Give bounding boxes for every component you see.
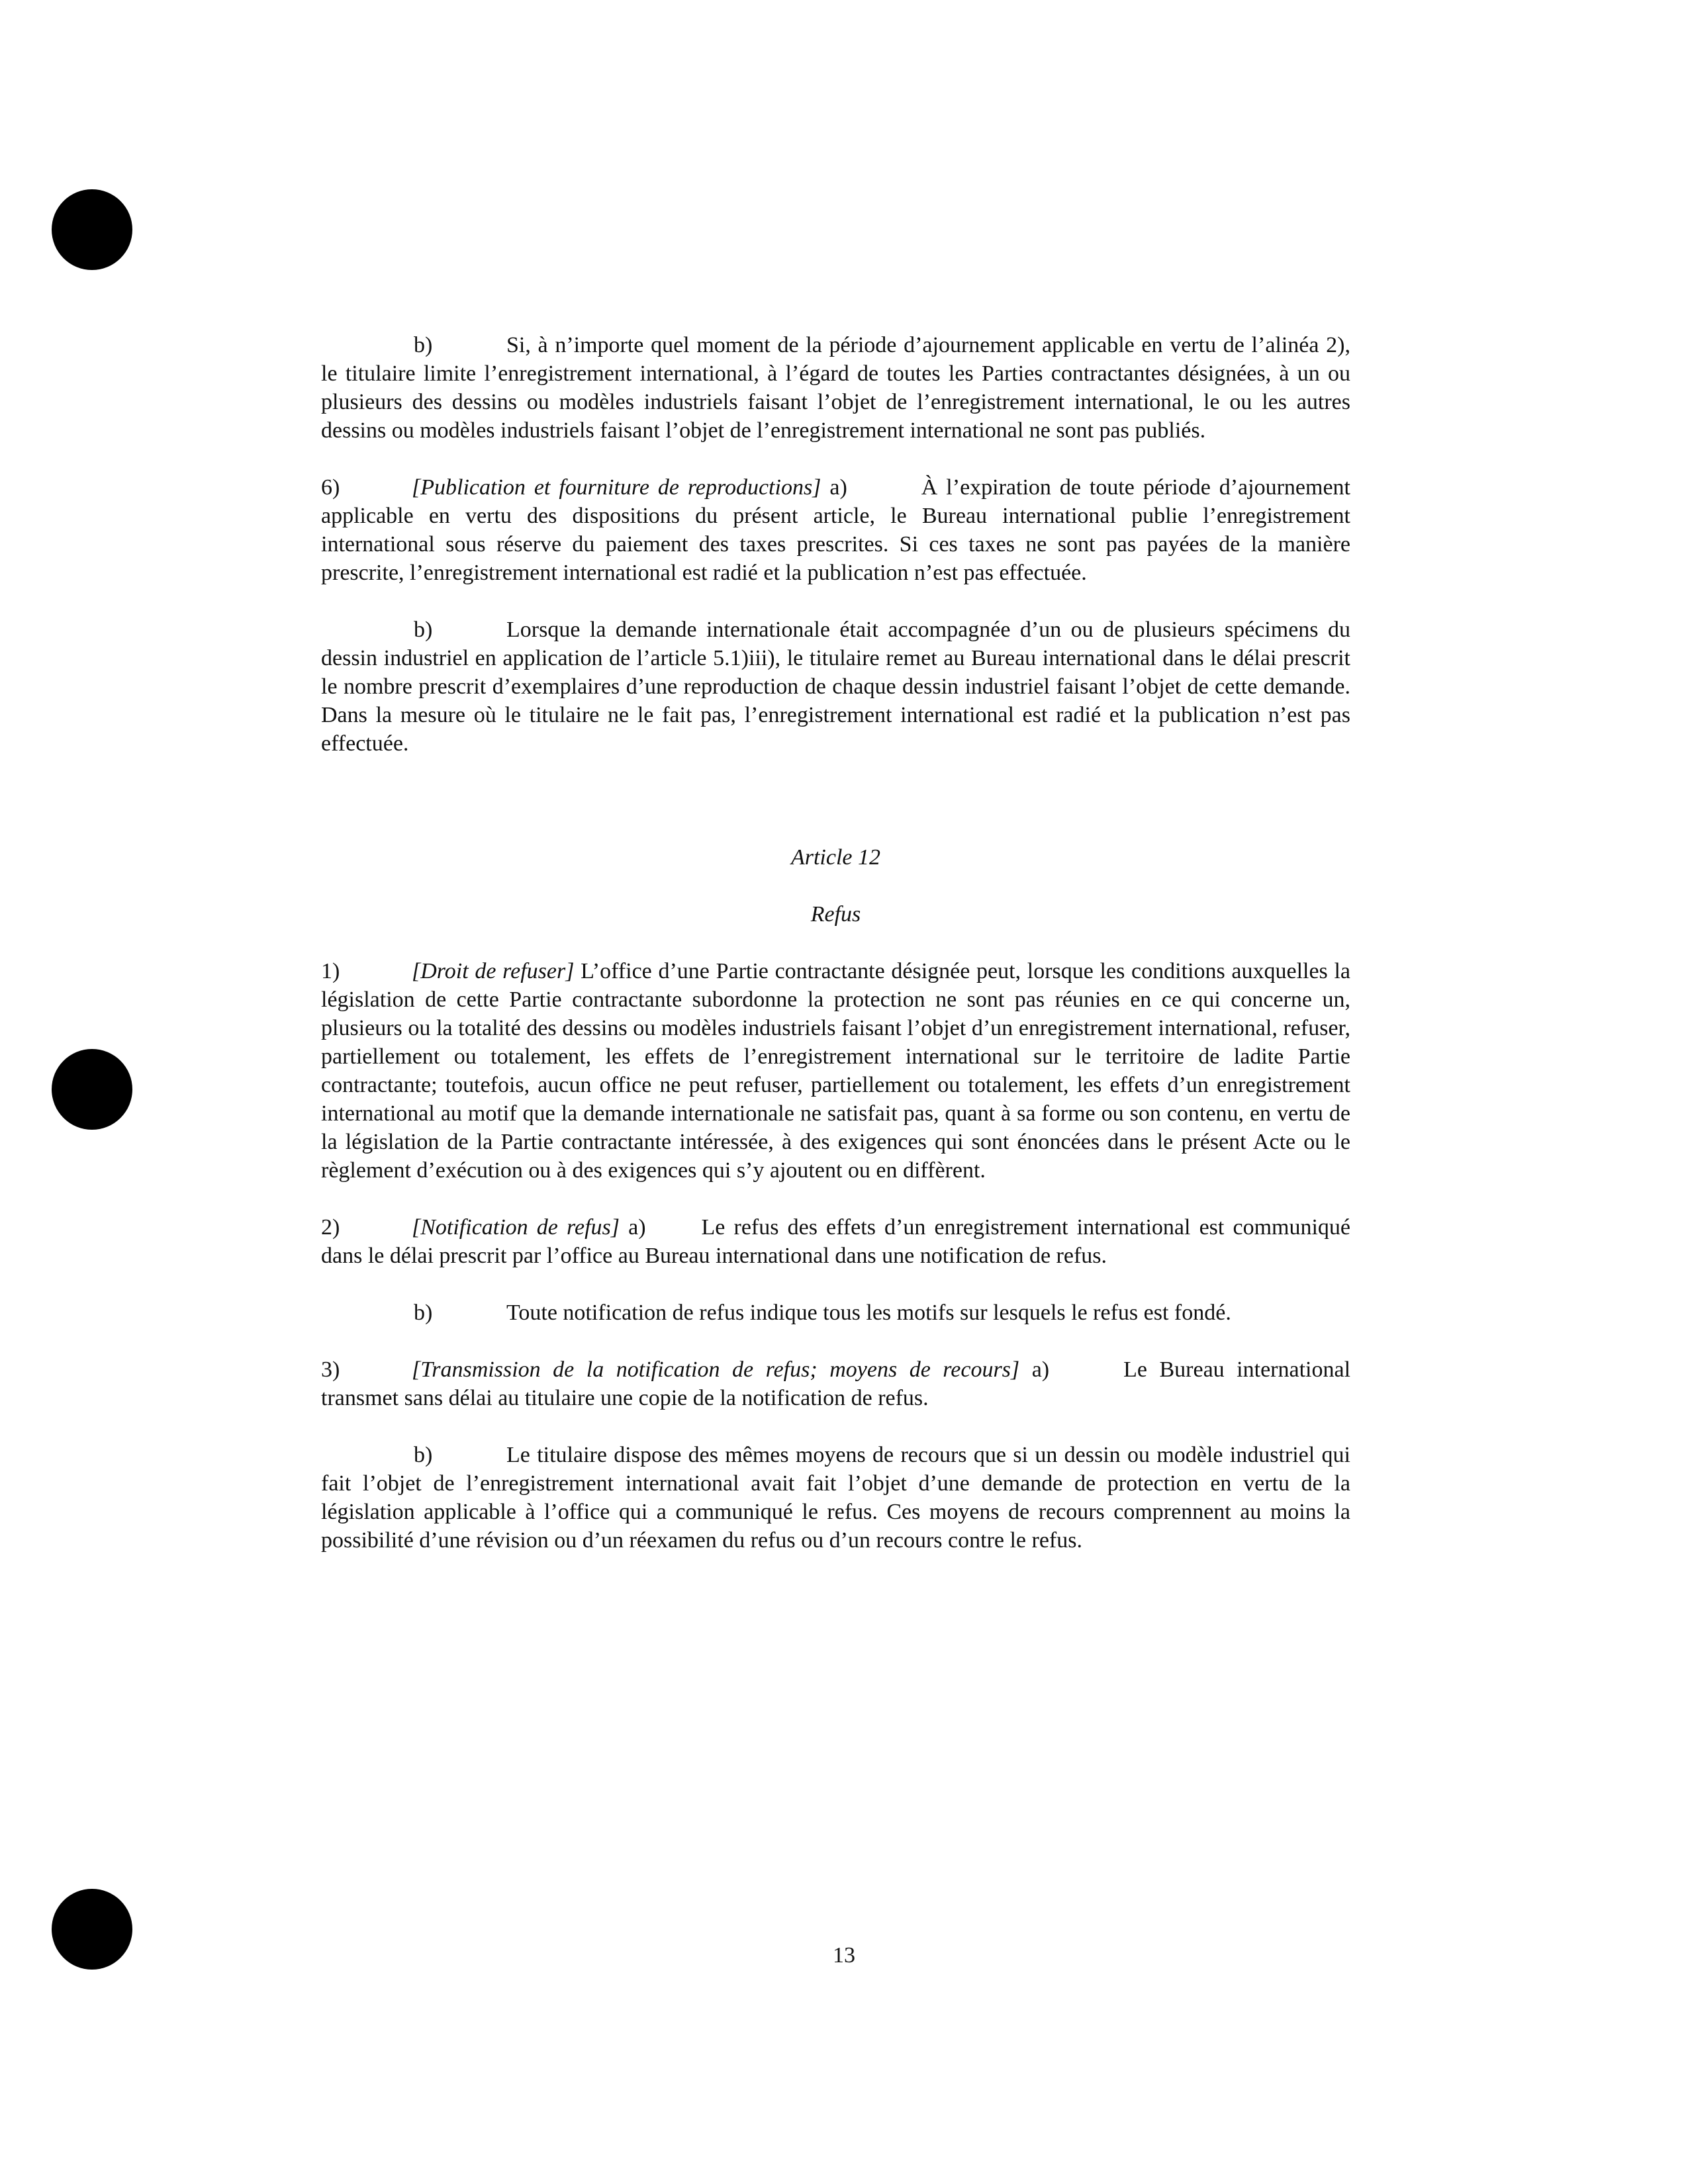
paragraph-6a: [321, 473, 1350, 587]
paragraph-12-1: [321, 957, 1350, 1185]
punch-hole-top: [52, 189, 132, 270]
paragraph-number: 1): [321, 959, 340, 983]
paragraph-text: Le titulaire dispose des mêmes moyens de recours que si un dessin ou modèle industriel qui fait l’objet de l’enregistrement international avait fait l’objet d’une demande de protection en vertu de la législation applicable à l’office qui a communiqué le refus. Ces moyens de recours comprennent au moins la possibilité d’une révision ou d’un réexamen du refus ou d’un recours contre le refus.: [321, 1443, 1350, 1553]
paragraph-number: 3): [321, 1357, 340, 1382]
paragraph-12-2a: [321, 1213, 1350, 1270]
paragraph-12-3a: [321, 1355, 1350, 1412]
document-body: [321, 331, 1350, 1555]
paragraph-lead: b): [414, 1443, 433, 1467]
paragraph-heading: [Notification de refus]: [412, 1215, 620, 1240]
paragraph-heading: [Transmission de la notification de refus; moyens de recours]: [412, 1357, 1020, 1382]
paragraph-lead: b): [414, 1300, 433, 1325]
paragraph-lead: a): [628, 1215, 646, 1240]
paragraph-text: L’office d’une Partie contractante désignée peut, lorsque les conditions auxquelles la législation de cette Partie contractante subordonne la protection ne sont pas réunies en ce qui concerne un, plusieurs ou la totalité des dessins ou modèles industriels faisant l’objet d’un enregistrement international, refuser, partiellement ou totalement, les effets de l’enregistrement international sur le territoire de ladite Partie contractante; toutefois, aucun office ne peut refuser, partiellement ou totalement, les effets d’un enregistrement international au motif que la demande internationale ne satisfait pas, quant à sa forme ou son contenu, en vertu de la législation de la Partie contractante intéressée, à des exigences qui sont énoncées dans le présent Acte ou le règlement d’exécution ou à des exigences qui s’y ajoutent ou en diffèrent.: [321, 959, 1351, 1183]
paragraph-6b: [321, 615, 1350, 758]
page-number: 13: [833, 1943, 855, 1968]
paragraph-lead: a): [829, 475, 847, 500]
paragraph-number: 6): [321, 475, 340, 500]
paragraph-lead: b): [414, 333, 433, 357]
article-number: Article 12: [790, 845, 881, 870]
paragraph-lead: b): [414, 617, 433, 642]
punch-hole-middle: [52, 1049, 132, 1130]
article-title: Refus: [810, 902, 861, 927]
paragraph-5b: [321, 331, 1350, 445]
paragraph-text: Le Bureau international transmet sans délai au titulaire une copie de la notification de refus.: [321, 1357, 1351, 1410]
paragraph-text: Toute notification de refus indique tous les motifs sur lesquels le refus est fondé.: [506, 1300, 1231, 1325]
paragraph-text: Le refus des effets d’un enregistrement international est communiqué dans le délai prescrit par l’office au Bureau international dans une notification de refus.: [321, 1215, 1350, 1268]
paragraph-12-3b: [321, 1441, 1350, 1555]
paragraph-text: Lorsque la demande internationale était accompagnée d’un ou de plusieurs spécimens du dessin industriel en application de l’article 5.1)iii), le titulaire remet au Bureau international dans le délai prescrit le nombre prescrit d’exemplaires d’une reproduction de chaque dessin industriel faisant l’objet de cette demande. Dans la mesure où le titulaire ne le fait pas, l’enregistrement international est radié et la publication n’est pas effectuée.: [321, 617, 1350, 756]
paragraph-12-2b: [321, 1298, 1350, 1327]
paragraph-text: Si, à n’importe quel moment de la période d’ajournement applicable en vertu de l’alinéa 2), le titulaire limite l’enregistrement international, à l’égard de toutes les Parties contractantes désignées, à un ou plusieurs des dessins ou modèles industriels faisant l’objet de l’enregistrement international, le ou les autres dessins ou modèles industriels faisant l’objet de l’enregistrement international ne sont pas publiés.: [321, 333, 1350, 443]
paragraph-text: À l’expiration de toute période d’ajournement applicable en vertu des dispositions du présent article, le Bureau international publie l’enregistrement international sous réserve du paiement des taxes prescrites. Si ces taxes ne sont pas payées de la manière prescrite, l’enregistrement international est radié et la publication n’est pas effectuée.: [321, 475, 1350, 585]
paragraph-number: 2): [321, 1215, 340, 1240]
paragraph-heading: [Droit de refuser]: [412, 959, 575, 983]
paragraph-heading: [Publication et fourniture de reproductions]: [412, 475, 821, 500]
paragraph-lead: a): [1031, 1357, 1050, 1382]
